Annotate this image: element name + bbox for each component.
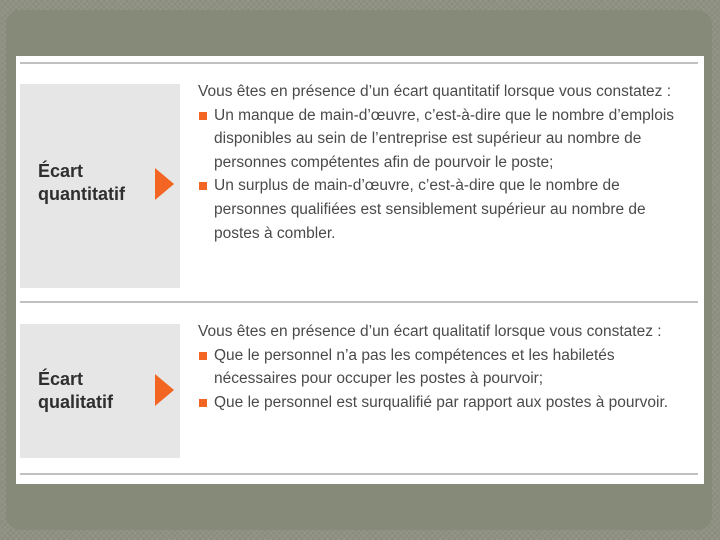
- quantitative-gap-section: [16, 84, 704, 288]
- quantitative-label-box: [20, 84, 180, 288]
- bullet-text: Que le personnel est surqualifié par rapport aux postes à pourvoir.: [214, 393, 669, 411]
- bullet-text: Un manque de main-d’œuvre, c’est-à-dire que le nombre d’emplois disponibles au sein de l’entreprise est supérieur au nombre de personnes compétentes afin de pourvoir le poste;: [214, 106, 675, 171]
- list-item: [198, 391, 694, 415]
- qualitative-gap-section: [16, 324, 704, 458]
- bottom-divider: [20, 473, 698, 475]
- list-item: [198, 104, 694, 175]
- qualitative-description: [198, 320, 694, 414]
- list-item: [198, 174, 694, 245]
- quantitative-label: Écart quantitatif: [38, 161, 125, 204]
- arrow-right-icon: [155, 168, 174, 200]
- qualitative-intro: Vous êtes en présence d’un écart qualitatif lorsque vous constatez :: [198, 323, 662, 340]
- qualitative-label-box: [20, 324, 180, 458]
- top-divider: [20, 62, 698, 64]
- middle-divider: [20, 301, 698, 303]
- bullet-text: Que le personnel n’a pas les compétences et les habiletés nécessaires pour occuper les postes à pourvoir;: [214, 346, 615, 388]
- square-bullet-icon: [199, 399, 207, 407]
- list-item: [198, 344, 694, 391]
- square-bullet-icon: [199, 112, 207, 120]
- square-bullet-icon: [199, 352, 207, 360]
- bullet-text: Un surplus de main-d’œuvre, c’est-à-dire que le nombre de personnes qualifiées est sensiblement supérieur au nombre de postes à combler.: [214, 177, 646, 242]
- quantitative-description: [198, 80, 694, 245]
- qualitative-bullet-list: [198, 344, 694, 415]
- quantitative-bullet-list: [198, 104, 694, 246]
- gap-table-figure: [16, 56, 704, 484]
- quantitative-intro: Vous êtes en présence d’un écart quantitatif lorsque vous constatez :: [198, 83, 672, 100]
- square-bullet-icon: [199, 182, 207, 190]
- arrow-right-icon: [155, 374, 174, 406]
- qualitative-label: Écart qualitatif: [38, 369, 113, 412]
